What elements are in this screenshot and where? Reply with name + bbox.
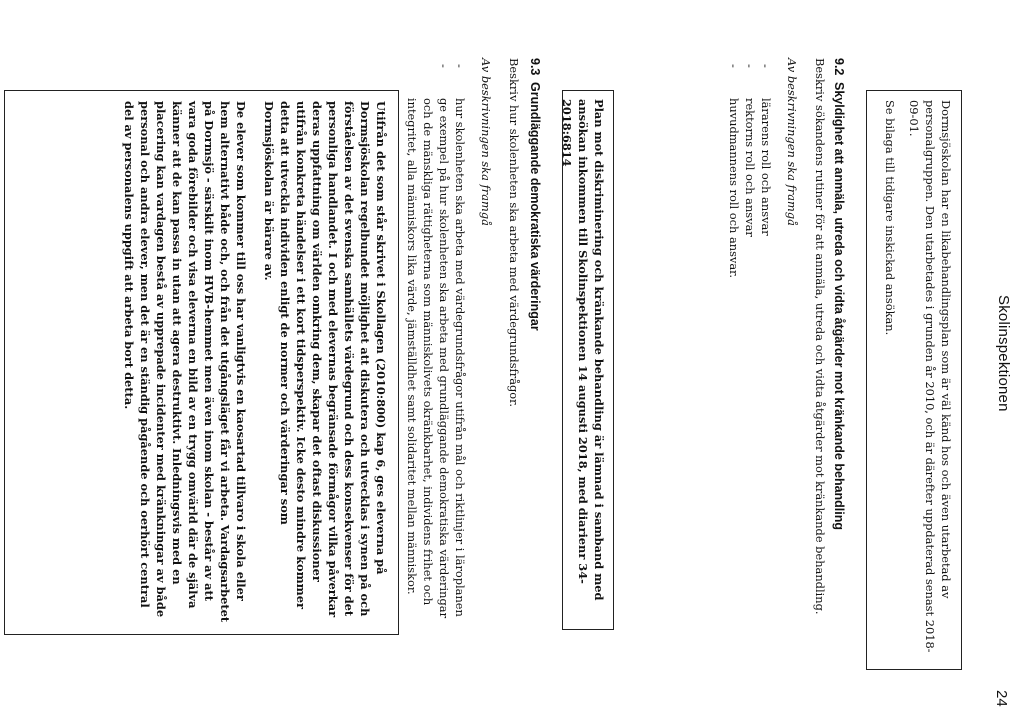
section-9-3-lead: Av beskrivningen ska framgå bbox=[479, 58, 493, 226]
section-title: Grundläggande demokratiska värderingar bbox=[528, 82, 542, 331]
section-9-2-heading bbox=[832, 58, 846, 530]
section-9-3-answer-paragraph-1: Utifrån det som står skrivet i Skollagen (2010:800) kap 6, ges eleverna på Dormsjöskolan regelbundet möjlighet att diskutera och utvecklas i synen på och förståelsen av det svenska samhällets värdegrund och dess konsekvenser för det personliga handlandet. I och med elevernas begränsade förmågor vilka påverkar deras uppfattning om världen omkring dem, skapar det oftast diskussioner utifrån konkreta händelser i ett kort tidsperspektiv. Icke desto mindre kommer detta att utveckla individen enligt de normer och värderingar som Dormsjöskolan är bärare av. bbox=[262, 101, 388, 618]
section-9-2-answer: Plan mot diskriminering och kränkande behandling är lämnad i samband med ansökan inkommen till Skolinspektionen 14 augusti 2018, med diarienr 34-2018:6814 bbox=[560, 99, 606, 601]
section-9-3-heading bbox=[528, 58, 542, 331]
section-9-2-description: Beskriv sökandens rutiner för att anmäla, utreda och vidta åtgärder mot kränkande behandling. bbox=[813, 58, 827, 615]
section-title: Skyldighet att anmäla, utreda och vidta åtgärder mot kränkande behandling bbox=[832, 82, 846, 531]
intro-paragraph: Dormsjöskolan har en likabehandlingsplan som är väl känd hos och även utarbetad av personalgruppen. Den utarbetades i grunden år 2010, och är därefter uppdaterad senast 2018-09-01. bbox=[907, 100, 953, 653]
section-number: 9.2 bbox=[832, 58, 846, 76]
section-9-3-answer-box bbox=[4, 90, 399, 635]
section-9-3-description: Beskriv hur skolenheten ska arbeta med värdegrundsfrågor. bbox=[507, 58, 521, 407]
intro-answer-box bbox=[866, 90, 962, 670]
page-number: 24 bbox=[993, 690, 1010, 707]
section-9-2-lead: Av beskrivningen ska framgå bbox=[785, 58, 799, 226]
list-item: - ge exempel på hur skolenheten ska arbeta med grundläggande demokratiska värderingar och de mänskliga rättigheterna som människolivets okränkbarhet, individens frihet och integritet, alla människors lika värde, jämställdhet samt solidaritet mellan människor. bbox=[404, 58, 452, 618]
section-9-3-answer-paragraph-2: De elever som kommer till oss har vanligtvis en kaosartad tillvaro i skola eller hem alternativt både och, och från det utgångsläget får vi arbeta. Vardagsarbetet på Dormsjö - särskilt inom HVB-hemmet men även inom skolan - består av att vara goda förebilder och visa eleverna en bild av en trygg omvärld där de själva känner att de kan passa in utan att agera destruktivt. Inledningsvis med en placering kan vardagen bestå av upprepade incidenter med kränkningar av både personal och andra elever, men det är en ständig pågående och oerhört central del av personalens uppgift att arbeta bort detta. bbox=[122, 101, 248, 623]
header-title: Skolinspektionen bbox=[995, 295, 1012, 412]
section-number: 9.3 bbox=[528, 58, 542, 76]
list-item: - hur skolenheten ska arbeta med värdegrundsfrågor utifrån mål och riktlinjer i läroplanen bbox=[452, 58, 468, 618]
section-9-2-answer-box bbox=[562, 90, 614, 630]
list-item: - rektorns roll och ansvar bbox=[742, 58, 758, 618]
intro-attachment-note: Se bilaga till tidigare inskickad ansökan. bbox=[883, 100, 897, 336]
section-9-2-bullet-list bbox=[726, 58, 774, 618]
list-item: - huvudmannens roll och ansvar. bbox=[726, 58, 742, 618]
section-9-3-bullet-list bbox=[404, 58, 468, 618]
list-item: - lärarens roll och ansvar bbox=[758, 58, 774, 618]
